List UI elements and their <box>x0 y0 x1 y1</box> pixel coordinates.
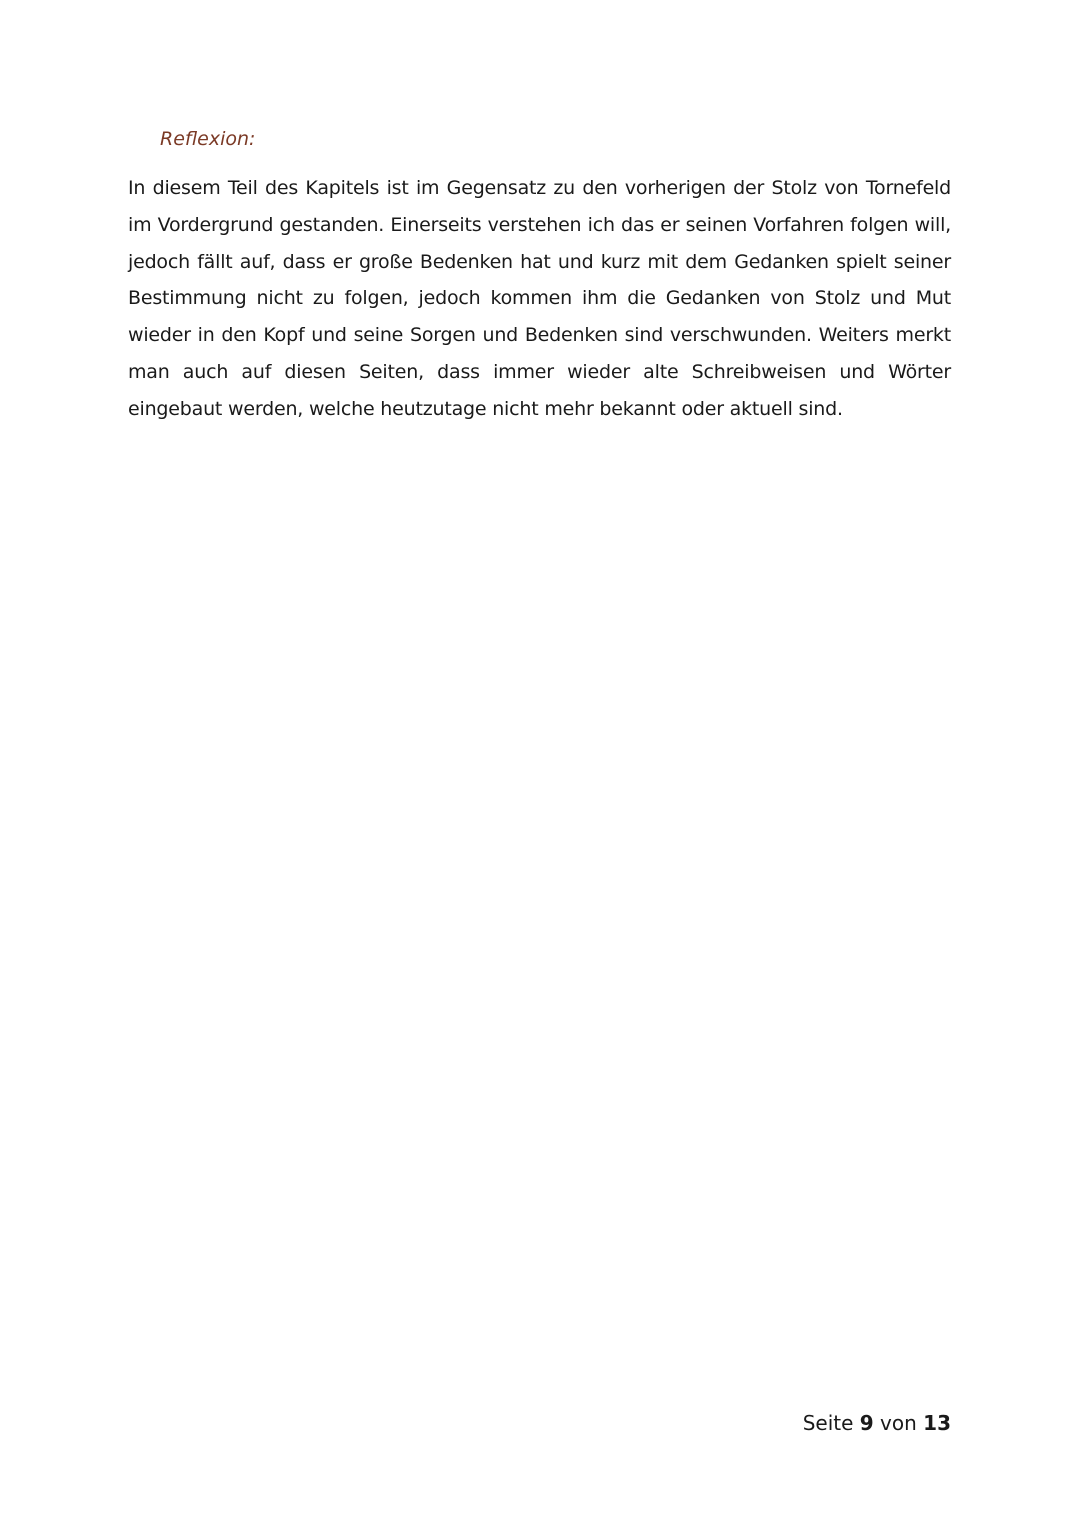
page-number-prefix: Seite <box>802 1411 854 1435</box>
reflection-paragraph: In diesem Teil des Kapitels ist im Gegensatz zu den vorherigen der Stolz von Tornefeld im Vordergrund gestanden. Einerseits verstehen ich das er seinen Vorfahren folgen will, jedoch fällt auf, dass er große Bedenken hat und kurz mit dem Gedanken spielt seiner Bestimmung nicht zu folgen, jedoch kommen ihm die Gedanken von Stolz und Mut wieder in den Kopf und seine Sorgen und Bedenken sind verschwunden. Weiters merkt man auch auf diesen Seiten, dass immer wieder alte Schreibweisen und Wörter eingebaut werden, welche heutzutage nicht mehr bekannt oder aktuell sind. <box>128 177 951 420</box>
page-number-total: 13 <box>923 1411 951 1435</box>
page-number-current: 9 <box>859 1411 874 1435</box>
section-heading: Reflexion: <box>160 128 256 150</box>
page-number <box>803 1411 951 1435</box>
page-number-separator: von <box>880 1411 917 1435</box>
